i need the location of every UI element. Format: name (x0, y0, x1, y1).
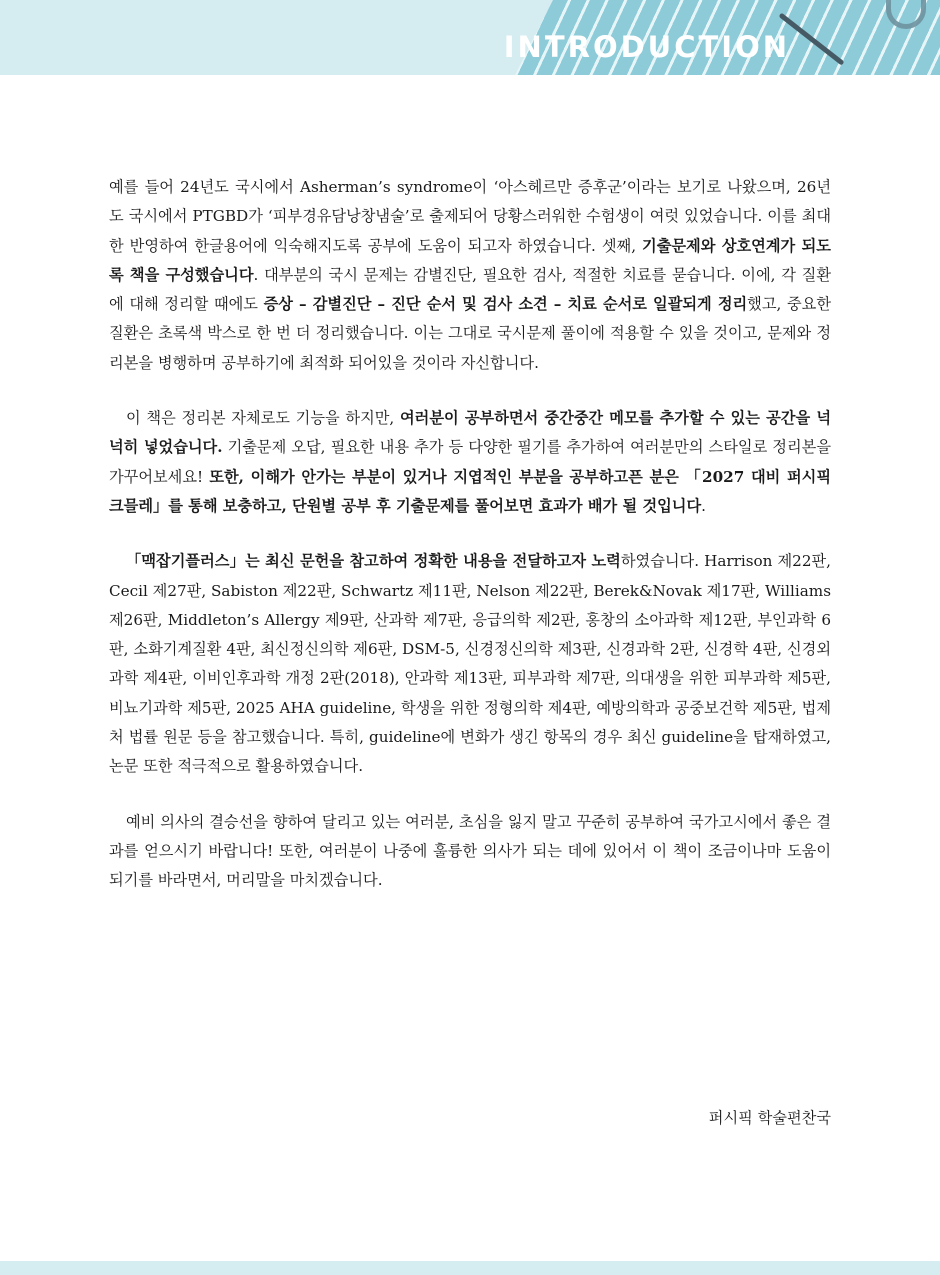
bold-text-run: 또한, 이해가 안가는 부분이 있거나 지엽적인 부분을 공부하고픈 분은 「2027 대비 퍼시픽 크믈레」를 통해 보충하고, 단원별 공부 후 기출문제를 풀어보면 효과가 배가 될 것입니다 (109, 467, 831, 515)
paragraph-2 (109, 404, 831, 521)
paragraph-3 (109, 547, 831, 781)
text-run: . (701, 496, 706, 515)
text-run: 기출문제 오답, 필요한 내용 추가 등 다양한 필기를 추가하여 여러분만의 스타일로 정리본을 가꾸어보세요! (109, 438, 831, 486)
bold-text-run: 여러분이 공부하면서 중간중간 메모를 추가할 수 있는 공간을 넉넉히 넣었습니다. (109, 409, 831, 457)
bold-text-run: 증상 – 감별진단 – 진단 순서 및 검사 소견 – 치료 순서로 일괄되게 정리 (263, 295, 748, 314)
signature: 퍼시픽 학술편찬국 (708, 1109, 831, 1127)
text-run: 예비 의사의 결승선을 향하여 달리고 있는 여러분, 초심을 잃지 말고 꾸준히 공부하여 국가고시에서 좋은 결과를 얻으시기 바랍니다! 또한, 여러분이 나중에 훌륭한 의사가 되는 데에 있어서 이 책이 조금이나마 도움이 되기를 바라면서, 머리말을 마치겠습니다. (109, 812, 831, 890)
text-run: 했고, 중요한 질환은 초록색 박스로 한 번 더 정리했습니다. 이는 그대로 국시문제 풀이에 적용할 수 있을 것이고, 문제와 정리본을 병행하며 공부하기에 최적화 되어있을 것이라 자신합니다. (109, 295, 831, 372)
text-run: 이 책은 정리본 자체로도 기능을 하지만, (126, 409, 400, 428)
text-run: 하였습니다. Harrison 제22판, Cecil 제27판, Sabiston 제22판, Schwartz 제11판, Nelson 제22판, Berek&Novak 제17판, Williams 제26판, Middleton’s Allergy 제9판, 산과학 제7판, 응급의학 제2판, 홍창의 소아과학 제12판, 부인과학 6판, 소화기계질환 4판, 최신정신의학 제6판, DSM-5, 신경정신의학 제3판, 신경과학 2판, 신경학 4판, 신경외과학 제4판, 이비인후과학 개정 2판(2018), 안과학 제13판, 피부과학 제7판, 의대생을 위한 피부과학 제5판, 비뇨기과학 제5판, 2025 AHA guideline, 학생을 위한 정형의학 제4판, 예방의학과 공중보건학 제5판, 법제처 법률 원문 등을 참고했습니다. 특히, guideline에 변화가 생긴 항목의 경우 최신 guideline을 탑재하였고, 논문 또한 적극적으로 활용하였습니다. (109, 552, 831, 776)
bold-text-run: 「맥잡기플러스」는 최신 문헌을 참고하여 정확한 내용을 전달하고자 노력 (126, 552, 621, 571)
paragraph-4 (109, 808, 831, 896)
page-title: INTRODUCTION (503, 30, 790, 64)
text-run: . 대부분의 국시 문제는 감별진단, 필요한 검사, 적절한 치료를 묻습니다. 이에, 각 질환에 대해 정리할 때에도 (109, 265, 831, 314)
bold-text-run: 기출문제와 상호연계가 되도록 책을 구성했습니다 (109, 236, 831, 284)
text-run: 예를 들어 24년도 국시에서 Asherman’s syndrome이 ‘아스헤르만 증후군’이라는 보기로 나왔으며, 26년도 국시에서 PTGBD가 ‘피부경유담낭창냄술’로 출제되어 당황스러워한 수험생이 여럿 있었습니다. 이를 최대한 반영하여 한글용어에 익숙해지도록 공부에 도움이 되고자 하였습니다. 셋째, (109, 178, 831, 255)
paragraph-1 (109, 173, 831, 378)
footer-band (0, 1261, 940, 1275)
body-text (109, 173, 831, 922)
